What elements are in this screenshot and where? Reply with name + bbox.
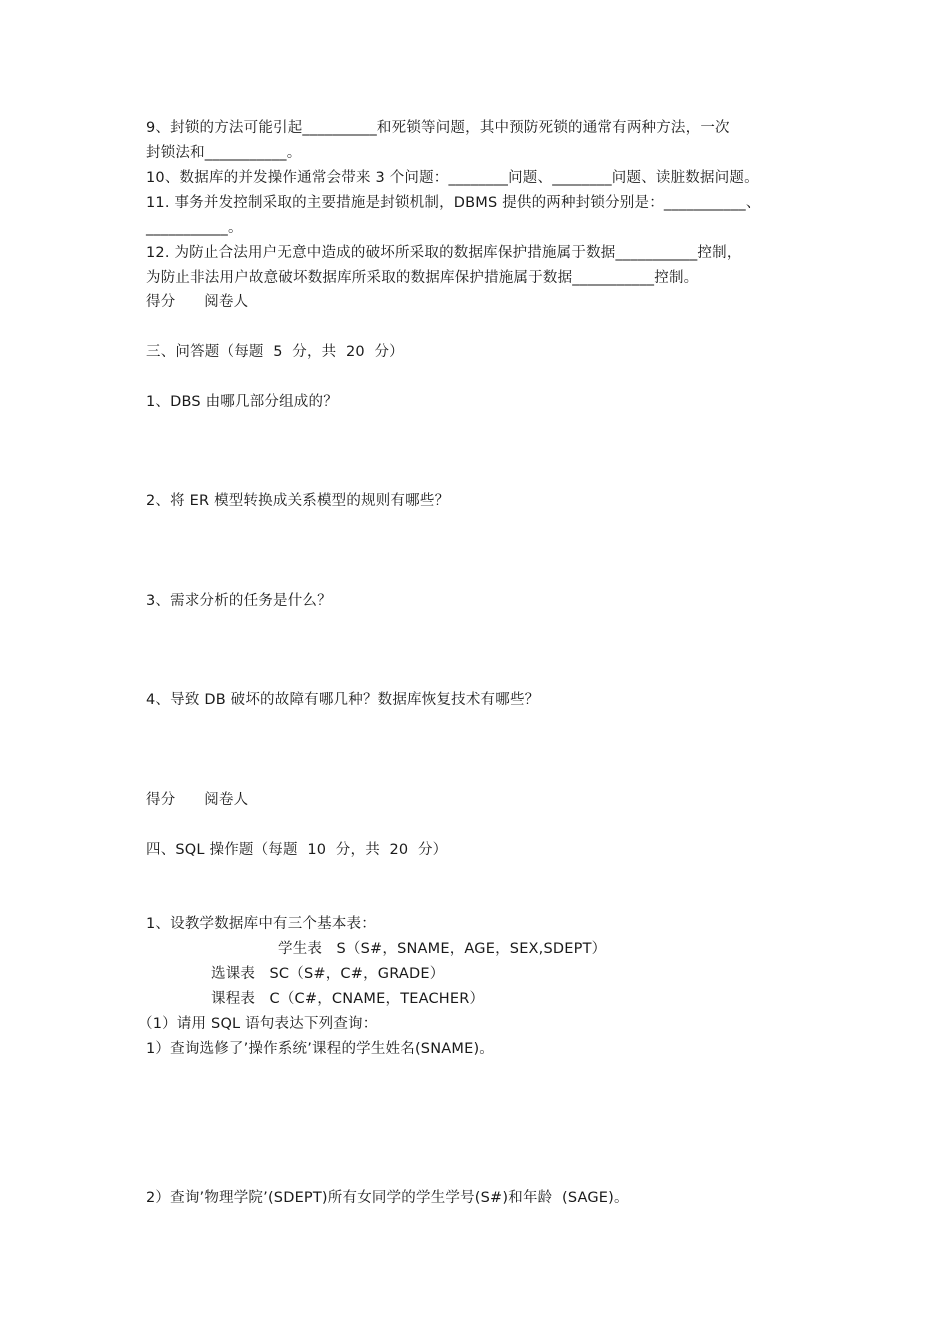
q9-line1: 9、封锁的方法可能引起__________和死锁等问题，其中预防死锁的通常有两种方法，一次: [146, 120, 730, 136]
sub-intro: （1）请用 SQL 语句表达下列查询：: [138, 1016, 378, 1032]
section3-q4: 4、导致 DB 破坏的故障有哪几种？数据库恢复技术有哪些？: [146, 692, 540, 708]
section3-q1: 1、DBS 由哪几部分组成的？: [146, 394, 338, 410]
section4-q1-intro: 1、设教学数据库中有三个基本表：: [146, 916, 376, 932]
query-2: 2）查询’物理学院’(SDEPT)所有女同学的学生学号(S#)和年龄 (SAGE)。: [146, 1190, 629, 1206]
table-sc: 选课表 SC（S#，C#，GRADE）: [211, 966, 445, 982]
section3-title: 三、问答题（每题 5 分，共 20 分）: [146, 344, 404, 360]
section3-q2: 2、将 ER 模型转换成关系模型的规则有哪些？: [146, 493, 450, 509]
q11-line1: 11. 事务并发控制采取的主要措施是封锁机制，DBMS 提供的两种封锁分别是：___________、: [146, 195, 761, 211]
q10: 10、数据库的并发操作通常会带来 3 个问题：________问题、________问题、读脏数据问题。: [146, 170, 759, 186]
section3-q3: 3、需求分析的任务是什么？: [146, 593, 332, 609]
q9-line2: 封锁法和___________。: [146, 145, 302, 161]
score-row-2: 得分 阅卷人: [146, 792, 249, 808]
query-1: 1）查询选修了’操作系统’课程的学生姓名(SNAME)。: [146, 1041, 494, 1057]
q11-line2: ___________。: [146, 220, 243, 236]
table-course: 课程表 C（C#，CNAME，TEACHER）: [211, 991, 485, 1007]
q12-line1: 12. 为防止合法用户无意中造成的破坏所采取的数据库保护措施属于数据___________控制，: [146, 245, 742, 261]
section4-title: 四、SQL 操作题（每题 10 分，共 20 分）: [146, 842, 448, 858]
table-student: 学生表 S（S#，SNAME，AGE，SEX,SDEPT）: [278, 941, 607, 957]
q12-line2: 为防止非法用户故意破坏数据库所采取的数据库保护措施属于数据___________控制。: [146, 270, 699, 286]
score-row-1: 得分 阅卷人: [146, 294, 249, 310]
